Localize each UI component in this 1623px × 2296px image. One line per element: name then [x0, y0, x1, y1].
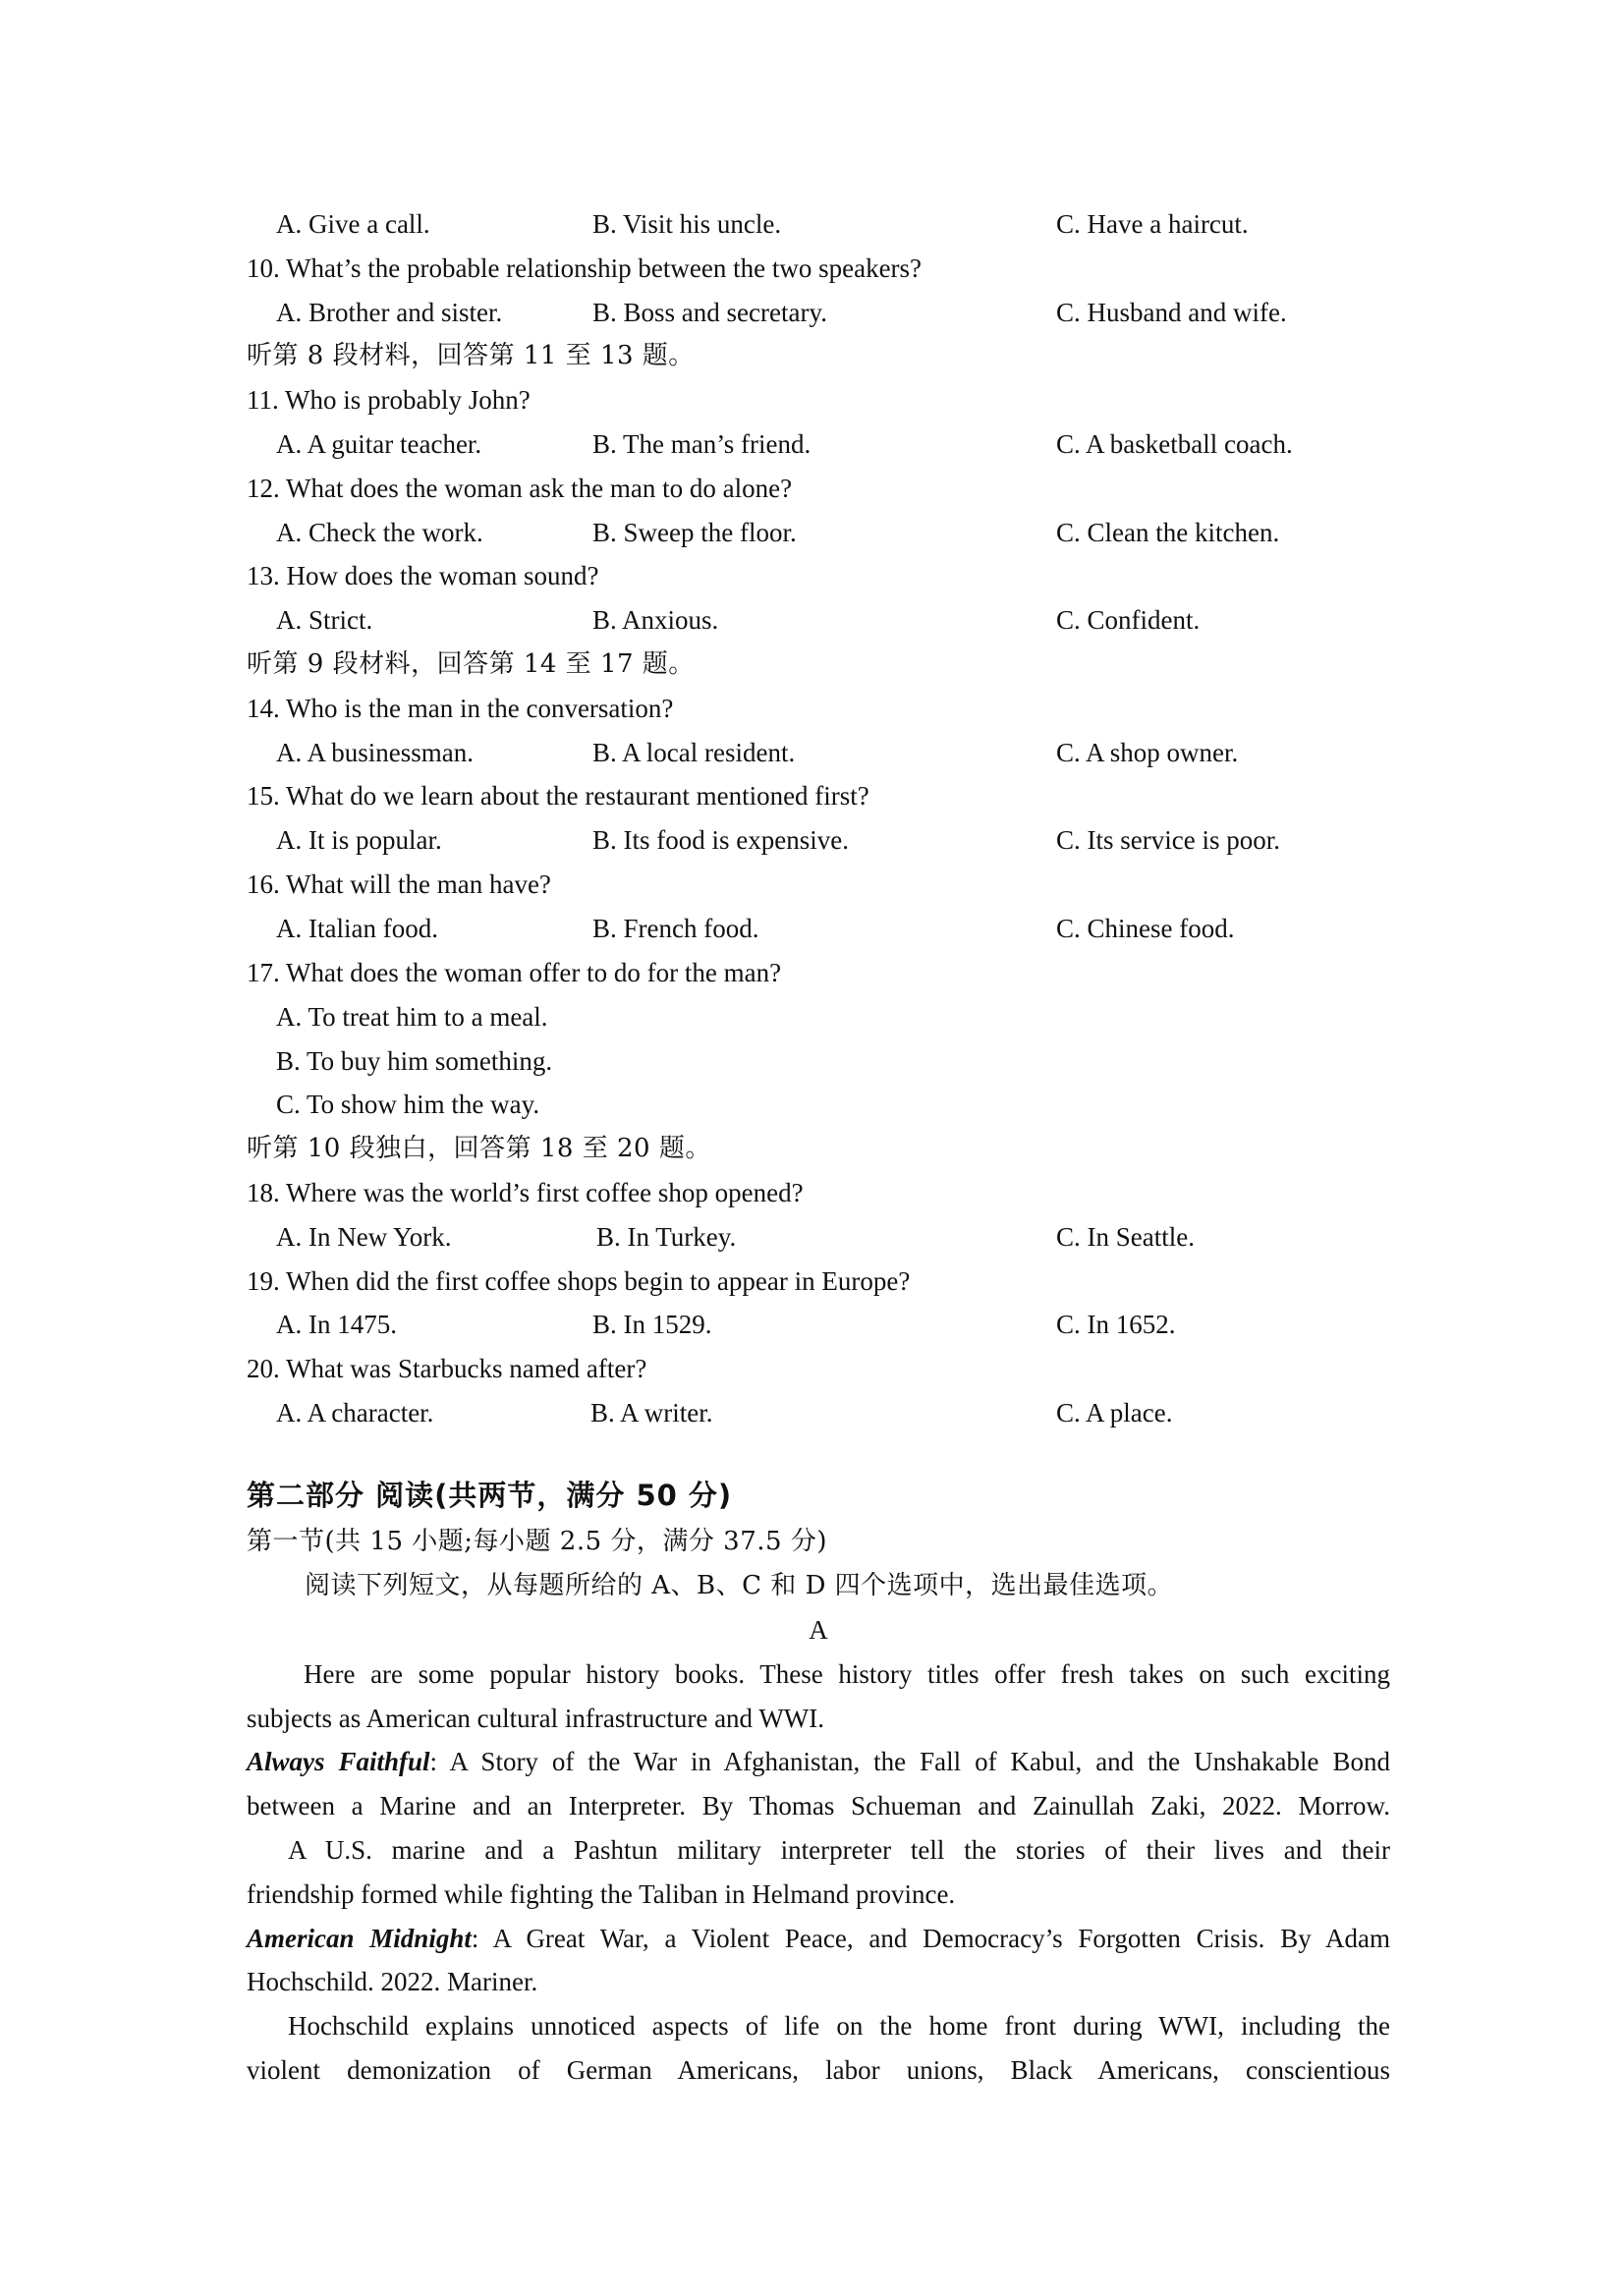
- q12-option-b: B. Sweep the floor.: [592, 518, 797, 547]
- book-2-description-line-1: Hochschild explains unnoticed aspects of life on the home front during WWI, including the: [288, 2011, 1390, 2041]
- book-2-entry-line-1: [247, 1922, 1390, 1955]
- q19-option-a: A. In 1475.: [276, 1310, 397, 1339]
- q16-option-c: C. Chinese food.: [1056, 914, 1235, 943]
- passage-label: A: [809, 1615, 828, 1645]
- book-1-entry-line-1: [247, 1745, 1390, 1778]
- q13-option-c: C. Confident.: [1056, 605, 1201, 635]
- question-19: 19. When did the first coffee shops begin to appear in Europe?: [247, 1266, 911, 1296]
- book-2-description-line-2: violent demonization of German Americans, labor unions, Black Americans, conscientious: [247, 2055, 1390, 2085]
- q19-option-c: C. In 1652.: [1056, 1310, 1176, 1339]
- q9-option-c: C. Have a haircut.: [1056, 209, 1249, 239]
- q9-option-b: B. Visit his uncle.: [592, 209, 782, 239]
- book-1-entry-line-2: between a Marine and an Interpreter. By Thomas Schueman and Zainullah Zaki, 2022. Morrow.: [247, 1791, 1390, 1820]
- q18-option-a: A. In New York.: [276, 1222, 452, 1252]
- q20-option-a: A. A character.: [276, 1398, 434, 1428]
- book-2-title: American Midnight: [247, 1924, 472, 1953]
- question-15: 15. What do we learn about the restaurant mentioned first?: [247, 781, 869, 811]
- section-1-title: 第一节(共 15 小题;每小题 2.5 分，满分 37.5 分): [247, 1527, 827, 1556]
- passage-intro-line-1: Here are some popular history books. These history titles offer fresh takes on such exciting: [304, 1659, 1390, 1689]
- q13-option-a: A. Strict.: [276, 605, 373, 635]
- q14-option-b: B. A local resident.: [592, 738, 796, 767]
- q13-option-b: B. Anxious.: [592, 605, 719, 635]
- q10-option-a: A. Brother and sister.: [276, 298, 503, 327]
- q16-option-a: A. Italian food.: [276, 914, 438, 943]
- q15-option-b: B. Its food is expensive.: [592, 825, 849, 855]
- q17-option-a: A. To treat him to a meal.: [276, 1002, 548, 1032]
- reading-instruction: 阅读下列短文，从每题所给的 A、B、C 和 D 四个选项中，选出最佳选项。: [305, 1571, 1174, 1600]
- q18-option-c: C. In Seattle.: [1056, 1222, 1195, 1252]
- q16-option-b: B. French food.: [592, 914, 759, 943]
- book-1-description-line-2: friendship formed while fighting the Taliban in Helmand province.: [247, 1879, 956, 1909]
- question-16: 16. What will the man have?: [247, 869, 551, 899]
- q15-option-c: C. Its service is poor.: [1056, 825, 1280, 855]
- q17-option-c: C. To show him the way.: [276, 1090, 540, 1119]
- question-14: 14. Who is the man in the conversation?: [247, 694, 674, 723]
- question-13: 13. How does the woman sound?: [247, 561, 599, 590]
- book-1-subtitle: : A Story of the War in Afghanistan, the Fall of Kabul, and the Unshakable Bond: [429, 1747, 1390, 1776]
- book-1-title: Always Faithful: [247, 1747, 430, 1776]
- section-10-instruction: 听第 10 段独白，回答第 18 至 20 题。: [247, 1134, 711, 1163]
- question-18: 18. Where was the world’s first coffee shop opened?: [247, 1178, 804, 1207]
- question-12: 12. What does the woman ask the man to do alone?: [247, 474, 793, 503]
- q11-option-c: C. A basketball coach.: [1056, 429, 1293, 459]
- q9-option-a: A. Give a call.: [276, 209, 430, 239]
- q10-option-c: C. Husband and wife.: [1056, 298, 1287, 327]
- passage-intro-line-2: subjects as American cultural infrastructure and WWI.: [247, 1704, 825, 1733]
- question-17: 17. What does the woman offer to do for the man?: [247, 958, 782, 987]
- q20-option-b: B. A writer.: [590, 1398, 713, 1428]
- q20-option-c: C. A place.: [1056, 1398, 1173, 1428]
- q14-option-c: C. A shop owner.: [1056, 738, 1239, 767]
- book-2-subtitle: : A Great War, a Violent Peace, and Democracy’s Forgotten Crisis. By Adam: [471, 1924, 1391, 1953]
- q14-option-a: A. A businessman.: [276, 738, 475, 767]
- q12-option-c: C. Clean the kitchen.: [1056, 518, 1280, 547]
- part-2-title: 第二部分 阅读(共两节，满分 50 分): [247, 1479, 733, 1512]
- question-10: 10. What’s the probable relationship between the two speakers?: [247, 253, 923, 283]
- question-11: 11. Who is probably John?: [247, 385, 531, 415]
- q15-option-a: A. It is popular.: [276, 825, 442, 855]
- q12-option-a: A. Check the work.: [276, 518, 483, 547]
- question-20: 20. What was Starbucks named after?: [247, 1354, 647, 1383]
- q19-option-b: B. In 1529.: [592, 1310, 712, 1339]
- section-8-instruction: 听第 8 段材料，回答第 11 至 13 题。: [247, 341, 695, 370]
- q11-option-a: A. A guitar teacher.: [276, 429, 482, 459]
- q11-option-b: B. The man’s friend.: [592, 429, 812, 459]
- q10-option-b: B. Boss and secretary.: [592, 298, 827, 327]
- q17-option-b: B. To buy him something.: [276, 1046, 553, 1076]
- q18-option-b: B. In Turkey.: [596, 1222, 737, 1252]
- section-9-instruction: 听第 9 段材料，回答第 14 至 17 题。: [247, 649, 695, 679]
- book-2-entry-line-2: Hochschild. 2022. Mariner.: [247, 1967, 538, 1996]
- book-1-description-line-1: A U.S. marine and a Pashtun military interpreter tell the stories of their lives and their: [288, 1835, 1390, 1865]
